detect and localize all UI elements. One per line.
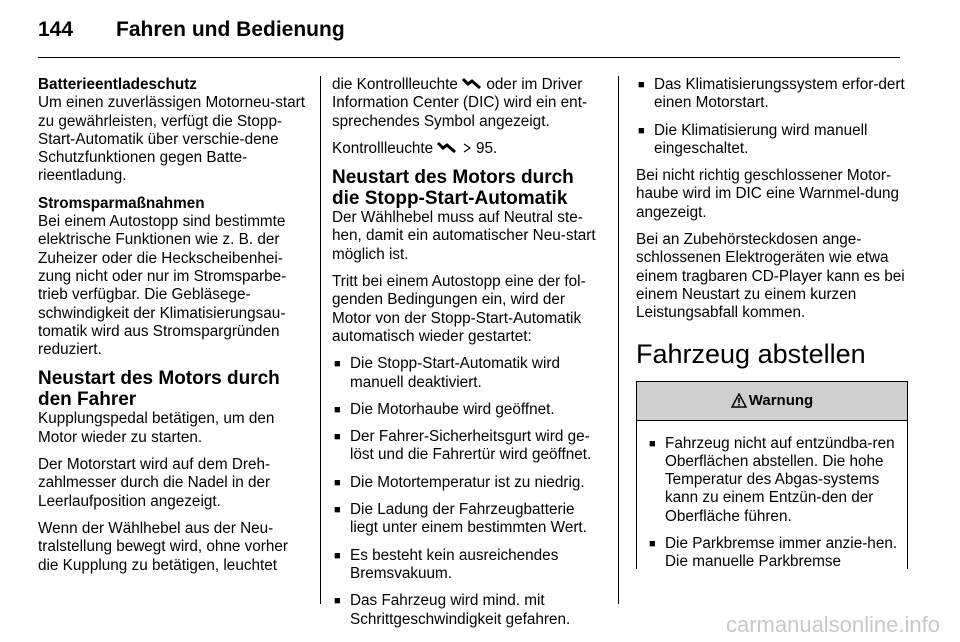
section-title-auto-restart: Neustart des Motors durch die Stopp-Start-Automatik [332, 167, 574, 210]
square-bullet: ■ [334, 549, 341, 562]
warning-triangle-icon [731, 393, 747, 408]
page-reference-icon [462, 142, 472, 154]
list-item [332, 474, 606, 492]
list-item-text: Die Parkbremse immer anzie-hen. Die manuelle Parkbremse [665, 535, 898, 571]
list-item [647, 535, 899, 572]
restart-conditions-list [332, 355, 606, 629]
page-header [38, 18, 345, 42]
page-number: 144 [38, 18, 74, 41]
paragraph: Um einen zuverlässigen Motorneu-start zu gewährleisten, verfügt die Stopp-Start-Automatik über verschie-dene Schutzfunktionen gegen Batte-rieentladung. [38, 94, 305, 185]
list-item-text: Die Stopp-Start-Automatik wird manuell deaktiviert. [350, 355, 560, 391]
column-divider [618, 76, 619, 604]
paragraph: Der Motorstart wird auf dem Dreh-zahlmesser durch die Nadel in der Leerlaufposition angezeigt. [38, 456, 271, 510]
stop-start-indicator-icon [462, 76, 482, 90]
square-bullet: ■ [334, 431, 341, 444]
restart-conditions-list-continued [636, 76, 908, 158]
paragraph: Der Wählhebel muss auf Neutral ste-hen, damit ein automatischer Neu-start möglich ist. [332, 209, 596, 263]
list-item-text: Die Motorhaube wird geöffnet. [350, 400, 555, 418]
header-rule [38, 57, 900, 58]
watermark: carmanualsonline.info [725, 612, 940, 637]
list-item [332, 355, 606, 392]
paragraph: Bei nicht richtig geschlossener Motor-haube wird im DIC eine Warnmel-dung angezeigt. [636, 167, 899, 221]
paragraph: Kupplungspedal betätigen, um den Motor wieder zu starten. [38, 410, 275, 446]
square-bullet: ■ [334, 595, 341, 608]
list-item [636, 76, 908, 113]
list-item [647, 435, 899, 526]
warning-list [647, 435, 899, 572]
subheading-battery: Batterieentladeschutz [38, 76, 197, 93]
section-title-driver-restart: Neustart des Motors durch den Fahrer [38, 368, 280, 411]
paragraph: Wenn der Wählhebel aus der Neu-tralstellung bewegt wird, ohne vorher die Kupplung zu betätigen, leuchtet [38, 519, 288, 574]
square-bullet: ■ [649, 538, 656, 551]
text: Kontrollleuchte [332, 139, 434, 157]
paragraph: Bei an Zubehörsteckdosen ange-schlossenen Elektrogeräten wie etwa einem tragbaren CD-Player kann es bei einem Neustart zu einem kurzen Leistungsabfall kommen. [636, 231, 905, 322]
page-reference: 95. [475, 139, 498, 157]
section-title-parking: Fahrzeug abstellen [636, 338, 866, 369]
warning-box [636, 381, 908, 569]
list-item-text: Die Klimatisierung wird manuell eingeschaltet. [654, 121, 868, 157]
square-bullet: ■ [638, 79, 645, 91]
paragraph [332, 140, 606, 158]
warning-header [637, 382, 907, 421]
list-item-text: Es besteht kein ausreichendes Bremsvakuum. [350, 546, 559, 582]
list-item-text: Das Klimatisierungssystem erfor-dert einen Motorstart. [654, 76, 905, 112]
column-2 [332, 76, 606, 638]
list-item [332, 401, 606, 419]
list-item-text: Die Motortemperatur ist zu niedrig. [350, 473, 585, 491]
list-item [636, 122, 908, 159]
square-bullet: ■ [334, 476, 341, 489]
column-1 [38, 76, 310, 584]
warning-title: Warnung [748, 391, 814, 409]
text: die Kontrollleuchte [332, 76, 458, 93]
paragraph [332, 76, 606, 131]
square-bullet: ■ [334, 403, 341, 416]
paragraph: Tritt bei einem Autostopp eine der fol-genden Bedingungen ein, wird der Motor von der Stopp-Start-Automatik automatisch wieder gestartet: [332, 273, 586, 345]
column-divider [320, 76, 321, 604]
list-item [332, 592, 606, 629]
list-item [332, 428, 606, 465]
column-3 [636, 76, 908, 569]
square-bullet: ■ [334, 358, 341, 371]
list-item-text: Die Ladung der Fahrzeugbatterie liegt unter einem bestimmten Wert. [350, 501, 587, 537]
square-bullet: ■ [334, 504, 341, 517]
square-bullet: ■ [638, 124, 645, 137]
warning-body [637, 421, 907, 572]
list-item [332, 547, 606, 584]
list-item-text: Der Fahrer-Sicherheitsgurt wird ge-löst und die Fahrertür wird geöffnet. [350, 428, 592, 464]
subheading-power-saving: Stromsparmaßnahmen [38, 194, 205, 212]
text: oder im Driver Information Center (DIC) wird ein ent-sprechendes Symbol angezeigt. [332, 76, 588, 130]
chapter-title: Fahren und Bedienung [116, 18, 345, 41]
list-item [332, 501, 606, 538]
paragraph: Bei einem Autostopp sind bestimmte elektrische Funktionen wie z. B. der Zuheizer oder die Heckscheibenhei-zung nicht oder nur im Stromsparbe-trieb verfügbar. Die Gebläsege-schwindigkeit der Klimatisierungsau-tomatik wird aus Stromspargründen reduziert. [38, 213, 287, 359]
stop-start-indicator-icon [437, 140, 457, 154]
list-item-text: Fahrzeug nicht auf entzündba-ren Oberflächen abstellen. Die hohe Temperatur des Abgas-systems kann zu einem Entzün-den der Oberfläche führen. [665, 434, 895, 525]
square-bullet: ■ [649, 437, 656, 450]
list-item-text: Das Fahrzeug wird mind. mit Schrittgeschwindigkeit gefahren. [350, 592, 571, 628]
